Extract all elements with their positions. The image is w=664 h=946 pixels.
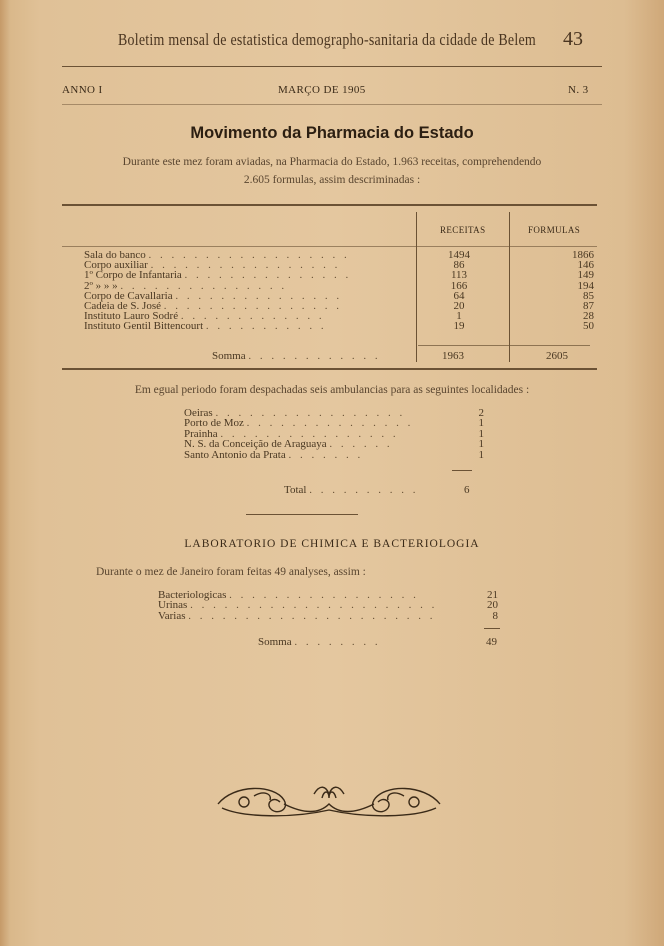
formulas-cell: 1866 — [572, 249, 594, 261]
table-row: Corpo auxiliar . . . . . . . . . . . . . . . . . 86 146 — [84, 260, 612, 270]
list-item: Bacteriologicas . . . . . . . . . . . . . . . . . 21 — [158, 589, 498, 601]
pharmacy-intro-line2: 2.605 formulas, assim descriminadas : — [243, 174, 421, 186]
ambulance-total-text: Total — [284, 484, 307, 496]
table-row: 1º Corpo de Infantaria . . . . . . . . . . . . . . . 113 149 — [84, 270, 612, 280]
ambulance-total-rule — [452, 470, 472, 471]
section-divider — [246, 514, 358, 515]
sum-label: Somma . . . . . . . . . . . . — [212, 350, 381, 362]
ambulances-intro: Em egual periodo foram despachadas seis ambulancias para as seguintes localidades : — [134, 384, 530, 396]
issue-date: MARÇO DE 1905 — [278, 84, 366, 96]
formulas-cell: 87 — [583, 300, 594, 313]
item-label: Oeiras — [184, 407, 213, 419]
section-title: Movimento da Pharmacia do Estado — [190, 124, 474, 142]
receitas-cell: 86 — [453, 259, 465, 272]
formulas-cell: 50 — [583, 320, 594, 333]
ambulances-list — [184, 408, 484, 460]
sum-label-text: Somma — [212, 350, 246, 362]
row-label: Cadeia de S. José — [84, 300, 161, 313]
row-label: Corpo de Cavallaria — [84, 289, 173, 302]
item-label: Bacteriologicas — [158, 589, 227, 601]
pharmacy-intro-line1: Durante este mez foram aviadas, na Pharmacia do Estado, 1.963 receitas, comprehendendo — [122, 156, 542, 168]
item-label: Santo Antonio da Prata — [184, 448, 286, 461]
item-label: Prainha — [184, 427, 218, 440]
row-label: 2º » » » — [84, 279, 118, 292]
formulas-cell: 85 — [583, 289, 594, 302]
row-label: 1º Corpo de Infantaria — [84, 269, 182, 282]
lab-title: LABORATORIO DE CHIMICA E BACTERIOLOGIA — [184, 538, 480, 550]
receitas-cell: 20 — [453, 300, 465, 313]
item-value: 2 — [478, 407, 484, 419]
table-row: Instituto Gentil Bittencourt . . . . . . . . . . . 19 50 — [84, 321, 612, 331]
receitas-cell: 166 — [450, 279, 468, 292]
receitas-cell: 1 — [456, 310, 462, 323]
item-label: N. S. da Conceição de Araguaya — [184, 438, 327, 451]
ambulance-total-value: 6 — [464, 484, 470, 496]
item-label: Urinas — [158, 599, 188, 612]
table-row: Corpo de Cavallaria . . . . . . . . . . . . . . . 64 85 — [84, 291, 612, 301]
list-item: Varias . . . . . . . . . . . . . . . . . . . . . . 8 — [158, 609, 498, 622]
list-item: Urinas . . . . . . . . . . . . . . . . . . . . . . 20 — [158, 599, 498, 612]
page-number: 43 — [563, 28, 583, 50]
row-label: Sala do banco — [84, 249, 146, 261]
table-head-rule — [62, 246, 597, 247]
lab-list — [158, 590, 498, 621]
formulas-cell: 28 — [583, 310, 594, 323]
item-label: Porto de Moz — [184, 417, 244, 430]
col-formulas-header: FORMULAS — [528, 225, 581, 235]
lab-total-rule — [484, 628, 500, 629]
item-value: 1 — [478, 427, 484, 440]
receitas-cell: 19 — [453, 320, 465, 333]
formulas-cell: 194 — [577, 279, 594, 292]
row-label: Instituto Lauro Sodré — [84, 310, 179, 323]
header-rule — [62, 66, 602, 67]
table-row: Sala do banco . . . . . . . . . . . . . . . . . . 1494 1866 — [84, 250, 612, 260]
table-top-rule — [62, 204, 597, 206]
lab-total-text: Somma — [258, 636, 292, 648]
table-row: Cadeia de S. José . . . . . . . . . . . . . . . . 20 87 — [84, 301, 612, 311]
row-label: Corpo auxiliar — [84, 259, 148, 272]
item-value: 21 — [487, 589, 498, 601]
item-label: Varias — [158, 609, 186, 622]
item-value: 1 — [478, 448, 484, 461]
item-value: 20 — [487, 599, 498, 612]
subheader-rule — [62, 104, 602, 105]
sum-rule — [418, 345, 590, 346]
list-item: Porto de Moz . . . . . . . . . . . . . . . 1 — [184, 417, 484, 430]
running-title: Boletim mensal de estatistica demographo-sanitaria da cidade de Belem — [118, 30, 536, 49]
lab-intro: Durante o mez de Janeiro foram feitas 49 analyses, assim : — [96, 566, 366, 578]
pharmacy-table — [84, 250, 612, 332]
table-row: Instituto Lauro Sodré . . . . . . . . . . . . . 1 28 — [84, 311, 612, 321]
item-value: 8 — [492, 609, 498, 622]
table-bottom-rule — [62, 368, 597, 370]
receitas-cell: 64 — [453, 289, 465, 302]
list-item: Oeiras . . . . . . . . . . . . . . . . . 2 — [184, 407, 484, 419]
list-item: Santo Antonio da Prata . . . . . . . 1 — [184, 448, 484, 461]
col-receitas-header: RECEITAS — [440, 225, 486, 235]
issue-number: N. 3 — [568, 84, 589, 96]
formulas-cell: 149 — [577, 269, 594, 282]
list-item: Prainha . . . . . . . . . . . . . . . . 1 — [184, 427, 484, 440]
row-label: Instituto Gentil Bittencourt — [84, 320, 204, 333]
ambulance-total-label: Total . . . . . . . . . . — [284, 484, 419, 496]
formulas-cell: 146 — [577, 259, 594, 272]
scroll-flourish-ornament — [214, 780, 444, 822]
item-value: 1 — [478, 438, 484, 451]
table-row: 2º » » » . . . . . . . . . . . . . . . 166 194 — [84, 281, 612, 291]
lab-total-value: 49 — [486, 636, 497, 648]
item-value: 1 — [478, 417, 484, 430]
sum-receitas: 1963 — [442, 350, 464, 362]
lab-total-label: Somma . . . . . . . . — [258, 636, 381, 648]
receitas-cell: 113 — [450, 269, 468, 282]
list-item: N. S. da Conceição de Araguaya . . . . . . 1 — [184, 438, 484, 451]
sum-formulas: 2605 — [546, 350, 568, 362]
receitas-cell: 1494 — [448, 249, 470, 261]
year-label: ANNO I — [62, 84, 103, 96]
